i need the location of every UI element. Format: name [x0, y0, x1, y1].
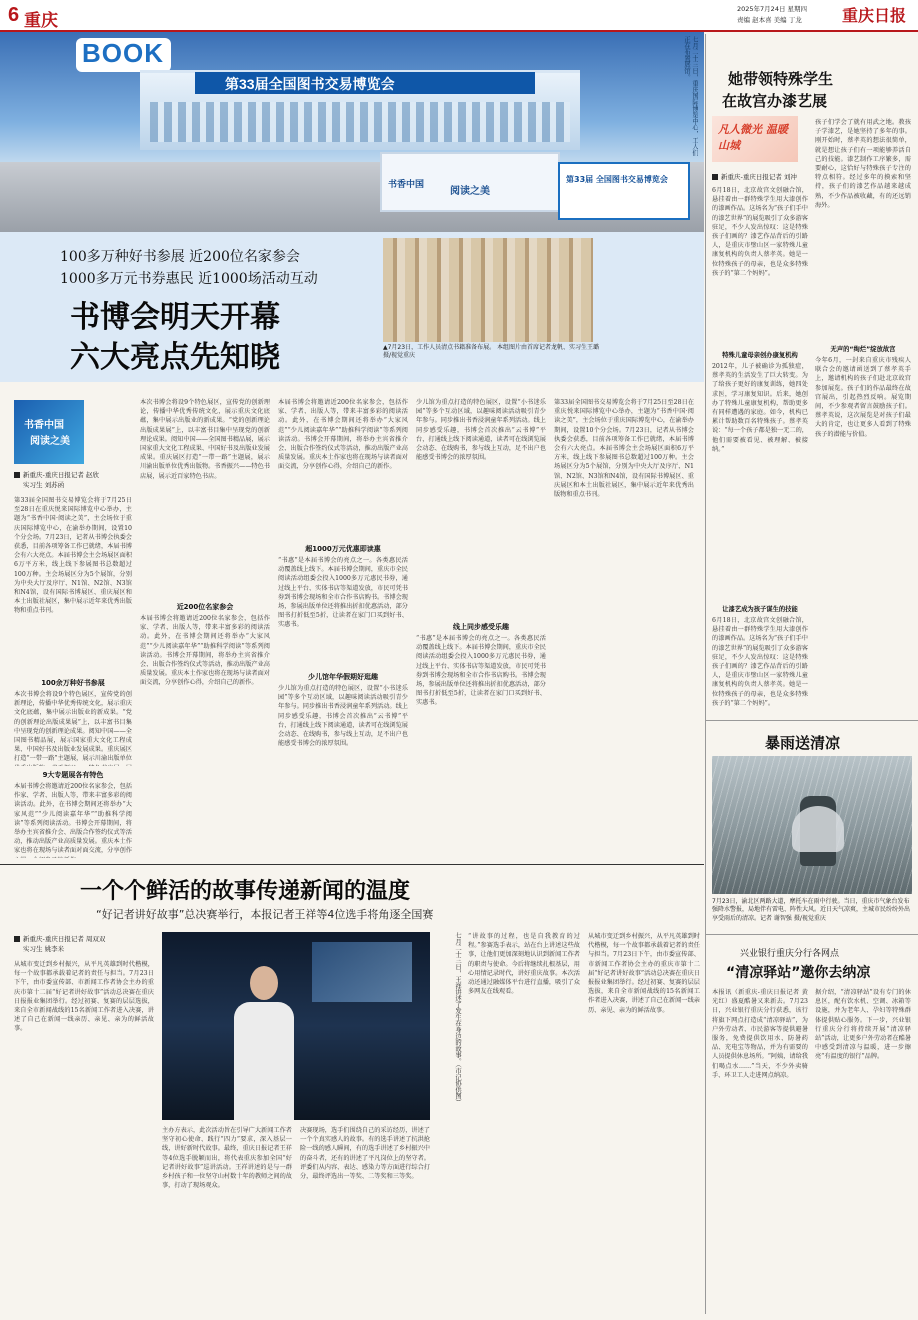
lead-col-2b: 本届书博会将邀请近200位名家参会，包括作家、学者、出版人等，带来丰富多彩的阅读活动。此外，在书博会期间还将举办“大家风范”“少儿阅读嘉年华”“助推科学阅读”等系列阅读活动。书博会开幕期间，将举办主宾省推介会、出版合作签约仪式等活动，推动出版产业高质量发展。重庆本土作家也将在现场与读者面对面交流，分享创作心得，介绍自己的新作。 — [140, 615, 270, 687]
rain-caption: 7月23日，渝北区两路大道，摩托车在雨中行驶。当日，重庆市气象台发布强降水警报，局地伴有雷电、阵性大风。近日天气凉爽，主城市民纷纷外出享受雨后的清凉。记者 谢智强 摄/视觉重庆 — [712, 898, 911, 922]
right-col-c: 2012年，儿子被确诊为孤独症，蔡孝英的生活发生了巨大转变。为了给孩子更好的康复训练，她四处求医，学习康复知识。后来，她创办了特殊儿童康复机构，帮助更多有同样遭遇的家庭。如今，机构已累计帮助数百名特殊孩子。蔡孝英说：“每一个孩子都是独一无二的，他们需要被看见、被理解、被接纳。” — [712, 363, 808, 453]
right-headline-1: 她带领特殊学生 — [728, 70, 834, 88]
building-windows — [150, 102, 570, 142]
right-column-rule — [705, 34, 706, 1314]
speaker-body — [234, 1002, 294, 1120]
bottom-col-3: 决赛现场，选手们围绕自己的采访经历，讲述了一个个真实感人的故事。有的选手讲述了抗洪抢险一线的感人瞬间，有的选手讲述了乡村振兴中的奋斗者，还有的讲述了平凡岗位上的坚守者。评委们从内容、表达、感染力等方面进行综合打分，最终评选出一等奖、二等奖和三等奖。 — [300, 1127, 430, 1181]
lead-col-1b: 本次书博会将设9个特色展区，宣传党的创新理论，传播中华优秀传统文化，展示重庆文化底蕴，集中展示出版业的新成果。“党的创新理论出版成果展”上，以丰富书目集中呈现党的创新理论成果。阅知中国——全国图书精品展，展示国家重大文化工程成果、中国好书及出版业发展成果。重庆展区打造“一带一路”主题展，展示川渝出版单位 — [14, 691, 132, 763]
page-number: 6 — [8, 4, 20, 26]
lead-sub-2: 9大专题展各有特色 — [42, 771, 104, 779]
banner-vertical-caption: 七月二十三日，重庆国际博览中心，工人们正在布置展馆。 — [683, 36, 698, 156]
expo-sign-board — [558, 162, 690, 220]
speaker-photo — [162, 932, 430, 1120]
lead-col-1c: 本届书博会将邀请近200位名家参会，包括作家、学者、出版人等，带来丰富多彩的阅读活动。此外，在书博会期间还将举办“大家风范”“少儿阅读嘉年华”“助推科学阅读”等系列阅读活动。书博会开幕期间，将举办主宾省推介会、出版合作签约仪式等活动，推动出版产业高质量发展。重庆本土作家也将在现场与读者面对面交流，分享创作 — [14, 783, 132, 855]
lead-col-3b: “书惠”是本届书博会的亮点之一。各类惠民活动覆盖线上线下。本届书博会期间，重庆市全民阅读活动组委会投入1000多万元惠民书券，通过线上平台、实体书店等渠道发放，市民可凭书券到书博会现场和全市合作书店购书。书博会现场，参展出版单位还将推出折扣优惠活动，部分图书打折低至5折，让读者在家门口买到好书、实惠书。 — [278, 557, 408, 629]
right-sub-2: 让漆艺成为孩子谋生的技能 — [722, 606, 798, 613]
expo-sign-text: 第33届 全国图书交易博览会 — [566, 175, 668, 184]
right-col-d: 6月18日，北京故宫文创融合馆，悬挂着由一群特殊学生用大漆创作的漆画作品。这场名为“孩子们手中的漆艺世界”的展览吸引了众多游客驻足，不少人发出惊叹：这是特殊孩子们画的？漆艺作品背后的引路人，是重庆市璧山区一家特殊儿童康复机构的负责人蔡孝英。她是一位特殊孩子的母亲，也是众多特殊孩子的“第二个妈妈”。 — [712, 617, 808, 707]
expo-banner-photo — [0, 32, 704, 232]
bottom-headline: 一个个鲜活的故事传递新闻的温度 — [80, 879, 411, 904]
speaker-head — [250, 966, 278, 1000]
section-name: 重庆 — [24, 11, 58, 30]
bottom-intern: 实习生 姚李米 — [23, 945, 65, 953]
banner-title: 第33届全国图书交易博览会 — [225, 76, 395, 92]
lead-sub-1: 100余万种好书参展 — [41, 679, 105, 687]
right-sub-1: 特殊儿童母亲创办康复机构 — [722, 352, 798, 359]
books-warehouse-photo — [383, 238, 593, 342]
bottom-subhead: “好记者讲好故事”总决赛举行，本报记者王祥等4位选手将角逐全国赛 — [96, 908, 434, 921]
lead-sub-5: 少儿馆年华假期好逛趣 — [308, 673, 378, 681]
lead-col-3: 本届书博会将邀请近200位名家参会，包括作家、学者、出版人等，带来丰富多彩的阅读活动。此外，在书博会期间还将举办“大家风范”“少儿阅读嘉年华”“助推科学阅读”等系列阅读活动。书博会开幕期间，将举办主宾省推介会、出版合作签约仪式等活动，推动出版产业高质量发展。重庆本土作家也将在现场与读者面对面交流，分享创作心得，介绍自己的新作。 — [278, 399, 408, 471]
bank-kicker: 兴业银行重庆分行各网点 — [740, 949, 840, 959]
paper-name: 重庆日报 — [842, 6, 907, 25]
right-byline — [712, 172, 812, 182]
lead-byline — [14, 470, 132, 490]
book-logo-text: BOOK — [82, 38, 164, 68]
right-sub-3: 无声的“绚烂”绽放故宫 — [830, 346, 896, 353]
badge-text-2: 阅读之美 — [30, 436, 70, 447]
bottom-col-5: 从城市变迁到乡村振兴，从平凡英雄到时代楷模，每一个故事都承载着记者的责任与担当。7月23日下午，由市委宣传部、市新闻工作者协会主办的重庆市第十二届“好记者讲好故事”活动总决赛在重庆日报报业集团举行。经过初赛、复赛的层层选拔，来自全市新闻战线的15名新闻工作者进入决赛，讲述了自己在新闻一线亲历、亲见、亲为的鲜活故事。 — [588, 933, 700, 1014]
bottom-col-4: “讲故事的过程，也是自我教育的过程。”参赛选手表示，站在台上讲述这些故事，让他们更加深刻地认识到新闻工作者的职责与使命。今后将继续扎根基层，用心用情记录时代，讲好重庆故事。本次活动还通过融媒体平台进行直播，吸引了众多网友在线观看。 — [468, 933, 580, 996]
lead-badge — [14, 400, 84, 464]
bottom-divider — [0, 864, 704, 865]
lead-col-4: 少儿馆为重点打造的特色展区，设置“小书迷乐园”等多个互动区域，以趣味阅读活动吸引青少年参与。同步推出书香浸润童年系列活动。线上同步感受乐趣，书博会首次推出“云书博”平台，打通线上线下阅读通道，读者可在线浏览展会动态、在线购书，参与线上互动，足不出户也能感受书博会的浓厚氛围。 — [416, 399, 546, 462]
lead-intern: 实习生 刘苏函 — [23, 481, 65, 489]
lead-col-5: 第33届全国图书交易博览会将于7月25日至28日在重庆悦来国际博览中心举办，主题为“书香中国·阅读之美”，主会场位于重庆国际博览中心，在渝举办期间，设置10个分会场。7月23日，记者从书博会执委会获悉，目前各项筹备工作已就绪，本届书博会有六大亮点。本届书博会主会场展区面积6万平方米，线上线下参展图书总数超过100万种。主会场展区分为5个展馆，分别为中央大厅及序厅、N1馆、N2馆、N3馆和N4馆，设有国际书博展区、重庆展区和本土出版社展区，集中展示近年来优秀出版物和重点书刊。 — [554, 399, 694, 499]
lead-sub-3: 近200位名家参会 — [176, 603, 234, 611]
editors: 责编 赵本喜 美编 丁龙 — [737, 16, 802, 24]
page-header — [0, 0, 918, 32]
lead-headline-block — [0, 232, 704, 382]
lead-photo-caption: ▲7月23日，工作人员清点书籍准备布展。 本组图片由首席记者龙帆、实习生王璐摄/视觉重庆 — [383, 344, 599, 359]
right-divider-1 — [706, 720, 918, 721]
booth-text-1: 书香中国 — [388, 180, 425, 190]
booth-text-2: 阅读之美 — [450, 186, 490, 197]
right-col-b: 孩子们学会了就有用武之地。教孩子学漆艺，是她坚持了多年的事。刚开始时，蔡孝英的想法很简单，就是想让孩子们有一项能够养活自己的技能。漆艺制作工序繁多，需要耐心，这恰好与特殊孩子专注的特点相符。经过多年的摸索和坚持，孩子们的漆艺作品越来越成熟，不少作品被收藏，有的还远销海外。 — [815, 119, 911, 209]
column-logo — [712, 116, 798, 162]
right-reporter: 新重庆-重庆日报记者 刘冲 — [721, 173, 797, 181]
right-divider-2 — [706, 934, 918, 935]
lead-kicker-2: 1000多万元书券惠民 近1000场活动互动 — [60, 271, 318, 287]
lead-sub-6: 线上同步感受乐趣 — [453, 623, 509, 631]
lead-col-2: 本次书博会将设9个特色展区，宣传党的创新理论，传播中华优秀传统文化，展示重庆文化底蕴，集中展示出版业的新成果。“党的创新理论出版成果展”上，以丰富书目集中呈现党的创新理论成果。阅知中国——全国图书精品展，展示国家重大文化工程成果、中国好书及出版业发展成果。重庆展区打造“一带一路”主题展，展示川渝出版单位优秀出版物。书香振兴——特色书店展，展示近百家特色书店。 — [140, 399, 270, 480]
bank-headline: “清凉驿站”邀你去纳凉 — [726, 965, 871, 981]
issue-date: 2025年7月24日 星期四 — [737, 5, 808, 13]
lead-col-4b: “书惠”是本届书博会的亮点之一。各类惠民活动覆盖线上线下。本届书博会期间，重庆市全民阅读活动组委会投入1000多万元惠民书券，通过线上平台、实体书店等渠道发放，市民可凭书券到书博会现场和全市合作书店购书。书博会现场，参展出版单位还将推出折扣优惠活动，部分图书打折低至5折，让读者在家门口买到好书、实惠书。 — [416, 635, 546, 707]
lead-col-1: 第33届全国图书交易博览会将于7月25日至28日在重庆悦来国际博览中心举办，主题为“书香中国·阅读之美”，主会场位于重庆国际博览中心，在渝举办期间，设置10个分会场。7月23日，记者从书博会执委会获悉，目前各项筹备工作已就绪，本届书博会有六大亮点。本届书博会主会场展区面积6万平方米，线上线下参展图书总数超过100万种。主会场展区分为5个展馆，分别为中央大厅及序厅、N1馆、N2馆、N3馆和N4馆，设有国际书博展区、重庆展区和本土出版社展区，集中展示近年来优秀出版物和重点书刊。 — [14, 497, 132, 615]
rain-photo — [712, 756, 912, 894]
stage-screen — [312, 942, 412, 1002]
bottom-col-2: 主办方表示，此次活动旨在引导广大新闻工作者坚守初心使命、践行“四力”要求，深入基层一线，讲好新时代故事。最终，重庆日报记者王祥等4位选手脱颖而出，将代表重庆参加全国“好记者讲好故事”巡讲活动。王祥讲述的是与一群乡村孩子和一位坚守山村数十年的教师之间的故事，打动了现场观众。 — [162, 1127, 292, 1190]
right-col-e: 今年6月，一封来自重庆市残疾人联合会的邀请函送到了蔡孝英手上，邀请机构的孩子们赴北京故宫参加展览。孩子们的作品最终在故宫展出，引起热烈反响。展览期间，不少参观者留言鼓励孩子们。蔡孝英说，这次展览是对孩子们最大的肯定，也让更多人看到了特殊孩子的潜能与价值。 — [815, 357, 911, 438]
lead-headline-2: 六大亮点先知晓 — [70, 340, 280, 375]
raincoat — [792, 806, 844, 852]
bottom-reporter: 新重庆-重庆日报记者 周双双 — [23, 935, 106, 943]
lead-sub-4: 超1000万元优惠即读惠 — [305, 545, 381, 553]
right-headline-2: 在故宫办漆艺展 — [722, 92, 828, 110]
rain-headline: 暴雨送清凉 — [765, 734, 841, 752]
lead-reporter: 新重庆-重庆日报记者 赵欣 — [23, 471, 99, 479]
bank-col-a: 本报讯（新重庆-重庆日报记者 黄光红）盛夏酷暑又来新去。7月23日，兴业银行重庆分行获悉，该行将旗下网点打造成“清凉驿站”，为户外劳动者、市民游客等提供避暑服务，免费提供饮用水、防暑药品、充电宝等物品，并为有需要的人员提供休息场所。“阿姨，请给我们喝点水……”当天，不少外卖骑手、环卫工人走进网点纳凉。 — [712, 989, 808, 1079]
lead-kicker-1: 100多万种好书参展 近200位名家参会 — [60, 249, 300, 265]
bank-col-b: 据介绍，“清凉驿站”设有专门的休息区，配有饮水机、空调、冰箱等设施，并为老年人、孕妇等特殊群体提供贴心服务。下一步，兴业银行重庆分行将持续开展“清凉驿站”活动，让更多户外劳动者在酷暑中感受到清凉与温暖，进一步擦亮“有温度的银行”品牌。 — [815, 989, 911, 1061]
bottom-col-1: 从城市变迁到乡村振兴，从平凡英雄到时代楷模，每一个故事都承载着记者的责任与担当。7月23日下午，由市委宣传部、市新闻工作者协会主办的重庆市第十二届“好记者讲好故事”活动总决赛在重庆日报报业集团举行。经过初赛、复赛的层层选拔，来自全市新闻战线的15名新闻工作者进入决赛，讲述了自己在新闻一线亲历、亲见、亲为的鲜活故事。 — [14, 961, 154, 1033]
lead-headline-1: 书博会明天开幕 — [70, 300, 280, 335]
speaker-photo-caption: 七月二十三日，王祥讲述了发生在身边的故事。（市记协供图） — [454, 932, 461, 1106]
column-logo-text: 凡人微光 温暖山城 — [718, 123, 788, 152]
right-col-a: 6月18日，北京故宫文创融合馆，悬挂着由一群特殊学生用大漆创作的漆画作品。这场名为“孩子们手中的漆艺世界”的展览吸引了众多游客驻足，不少人发出惊叹：这是特殊孩子们画的？漆艺作品背后的引路人，是重庆市璧山区一家特殊儿童康复机构的负责人蔡孝英。她是一位特殊孩子的母亲，也是众多特殊孩子的“第二个妈妈”。 — [712, 187, 808, 277]
lead-col-3c: 少儿馆为重点打造的特色展区，设置“小书迷乐园”等多个互动区域，以趣味阅读活动吸引青少年参与。同步推出书香浸润童年系列活动。线上同步感受乐趣，书博会首次推出“云书博”平台，打通线上线下阅读通道，读者可在线浏览展会动态、在线购书，参与线上互动，足不出户也能感受书博会的浓厚氛围。 — [278, 685, 408, 748]
bottom-byline — [14, 934, 154, 954]
badge-text-1: 书香中国 — [24, 420, 64, 431]
